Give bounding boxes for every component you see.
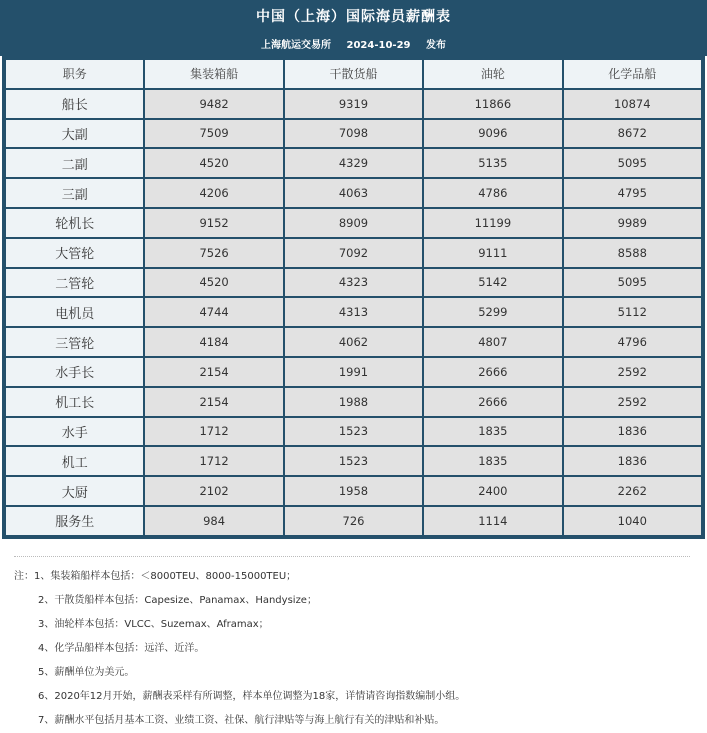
note-item: 2、干散货船样本包括：Capesize、Panamax、Handysize；	[38, 595, 317, 606]
salary-cell: 9482	[145, 90, 282, 118]
salary-cell: 8672	[564, 120, 701, 148]
column-header: 职务	[6, 60, 143, 88]
table-row	[6, 179, 701, 207]
salary-cell: 4795	[564, 179, 701, 207]
role-cell: 大管轮	[6, 239, 143, 267]
salary-cell: 1835	[424, 447, 561, 475]
salary-cell: 2592	[564, 358, 701, 386]
note-item: 6、2020年12月开始，薪酬表采样有所调整，样本单位调整为18家，详情请咨询指数编制小组。	[38, 691, 466, 702]
salary-cell: 984	[145, 507, 282, 535]
salary-cell: 1712	[145, 447, 282, 475]
salary-cell: 7509	[145, 120, 282, 148]
role-cell: 水手	[6, 418, 143, 446]
salary-cell: 1836	[564, 447, 701, 475]
salary-cell: 4063	[285, 179, 422, 207]
publisher-name: 上海航运交易所	[261, 40, 332, 51]
notes-section	[14, 556, 690, 733]
table-row	[6, 239, 701, 267]
column-header: 集装箱船	[145, 60, 282, 88]
salary-cell: 4520	[145, 269, 282, 297]
page-title: 中国（上海）国际海员薪酬表	[256, 9, 451, 25]
salary-cell: 7092	[285, 239, 422, 267]
role-cell: 三管轮	[6, 328, 143, 356]
salary-cell: 7526	[145, 239, 282, 267]
salary-cell: 7098	[285, 120, 422, 148]
role-cell: 三副	[6, 179, 143, 207]
role-cell: 机工长	[6, 388, 143, 416]
salary-cell: 5299	[424, 298, 561, 326]
salary-cell: 9319	[285, 90, 422, 118]
role-cell: 二管轮	[6, 269, 143, 297]
table-row	[6, 358, 701, 386]
salary-cell: 4744	[145, 298, 282, 326]
salary-cell: 4807	[424, 328, 561, 356]
salary-cell: 11199	[424, 209, 561, 237]
role-cell: 船长	[6, 90, 143, 118]
salary-cell: 11866	[424, 90, 561, 118]
salary-cell: 4796	[564, 328, 701, 356]
table-row	[6, 477, 701, 505]
salary-cell: 2262	[564, 477, 701, 505]
salary-cell: 1040	[564, 507, 701, 535]
role-cell: 水手长	[6, 358, 143, 386]
table-row	[6, 328, 701, 356]
page-header	[0, 0, 707, 56]
role-cell: 大副	[6, 120, 143, 148]
note-item: 4、化学品船样本包括：远洋、近洋。	[38, 643, 205, 654]
role-cell: 机工	[6, 447, 143, 475]
table-row	[6, 447, 701, 475]
salary-cell: 1523	[285, 447, 422, 475]
salary-cell: 8909	[285, 209, 422, 237]
salary-cell: 2592	[564, 388, 701, 416]
table-row	[6, 388, 701, 416]
publish-label: 发布	[425, 40, 446, 51]
role-cell: 大厨	[6, 477, 143, 505]
salary-cell: 4329	[285, 149, 422, 177]
salary-cell: 2400	[424, 477, 561, 505]
table-header-row	[6, 60, 701, 88]
salary-cell: 726	[285, 507, 422, 535]
salary-cell: 5112	[564, 298, 701, 326]
salary-cell: 4313	[285, 298, 422, 326]
salary-cell: 10874	[564, 90, 701, 118]
role-cell: 二副	[6, 149, 143, 177]
table-row	[6, 120, 701, 148]
column-header: 油轮	[424, 60, 561, 88]
note-item: 注：1、集装箱船样本包括：＜8000TEU、8000-15000TEU；	[14, 571, 297, 582]
salary-table	[4, 58, 703, 537]
note-item: 5、薪酬单位为美元。	[38, 667, 135, 678]
salary-cell: 4520	[145, 149, 282, 177]
column-header: 干散货船	[285, 60, 422, 88]
salary-cell: 2102	[145, 477, 282, 505]
publish-date: 2024-10-29	[346, 40, 411, 51]
table-row	[6, 418, 701, 446]
table-row	[6, 90, 701, 118]
salary-cell: 1114	[424, 507, 561, 535]
salary-cell: 1988	[285, 388, 422, 416]
role-cell: 服务生	[6, 507, 143, 535]
salary-cell: 1523	[285, 418, 422, 446]
salary-cell: 9111	[424, 239, 561, 267]
table-row	[6, 209, 701, 237]
salary-cell: 1991	[285, 358, 422, 386]
salary-cell: 4323	[285, 269, 422, 297]
note-item: 7、薪酬水平包括月基本工资、业绩工资、社保、航行津贴等与海上航行有关的津贴和补贴。	[38, 715, 445, 726]
salary-cell: 4184	[145, 328, 282, 356]
salary-cell: 5135	[424, 149, 561, 177]
table-row	[6, 507, 701, 535]
column-header: 化学品船	[564, 60, 701, 88]
salary-cell: 5142	[424, 269, 561, 297]
salary-cell: 5095	[564, 269, 701, 297]
salary-table-container	[2, 56, 705, 539]
table-body	[6, 90, 701, 535]
publish-info	[0, 36, 707, 51]
role-cell: 轮机长	[6, 209, 143, 237]
salary-cell: 4786	[424, 179, 561, 207]
salary-cell: 8588	[564, 239, 701, 267]
salary-cell: 1958	[285, 477, 422, 505]
salary-cell: 9152	[145, 209, 282, 237]
salary-cell: 1836	[564, 418, 701, 446]
salary-cell: 1835	[424, 418, 561, 446]
salary-cell: 2154	[145, 358, 282, 386]
table-row	[6, 298, 701, 326]
salary-cell: 9096	[424, 120, 561, 148]
salary-cell: 4206	[145, 179, 282, 207]
salary-cell: 2666	[424, 358, 561, 386]
role-cell: 电机员	[6, 298, 143, 326]
note-item: 3、油轮样本包括：VLCC、Suzemax、Aframax；	[38, 619, 269, 630]
salary-cell: 9989	[564, 209, 701, 237]
table-row	[6, 269, 701, 297]
table-row	[6, 149, 701, 177]
salary-cell: 5095	[564, 149, 701, 177]
salary-cell: 2666	[424, 388, 561, 416]
salary-cell: 2154	[145, 388, 282, 416]
salary-cell: 4062	[285, 328, 422, 356]
salary-cell: 1712	[145, 418, 282, 446]
